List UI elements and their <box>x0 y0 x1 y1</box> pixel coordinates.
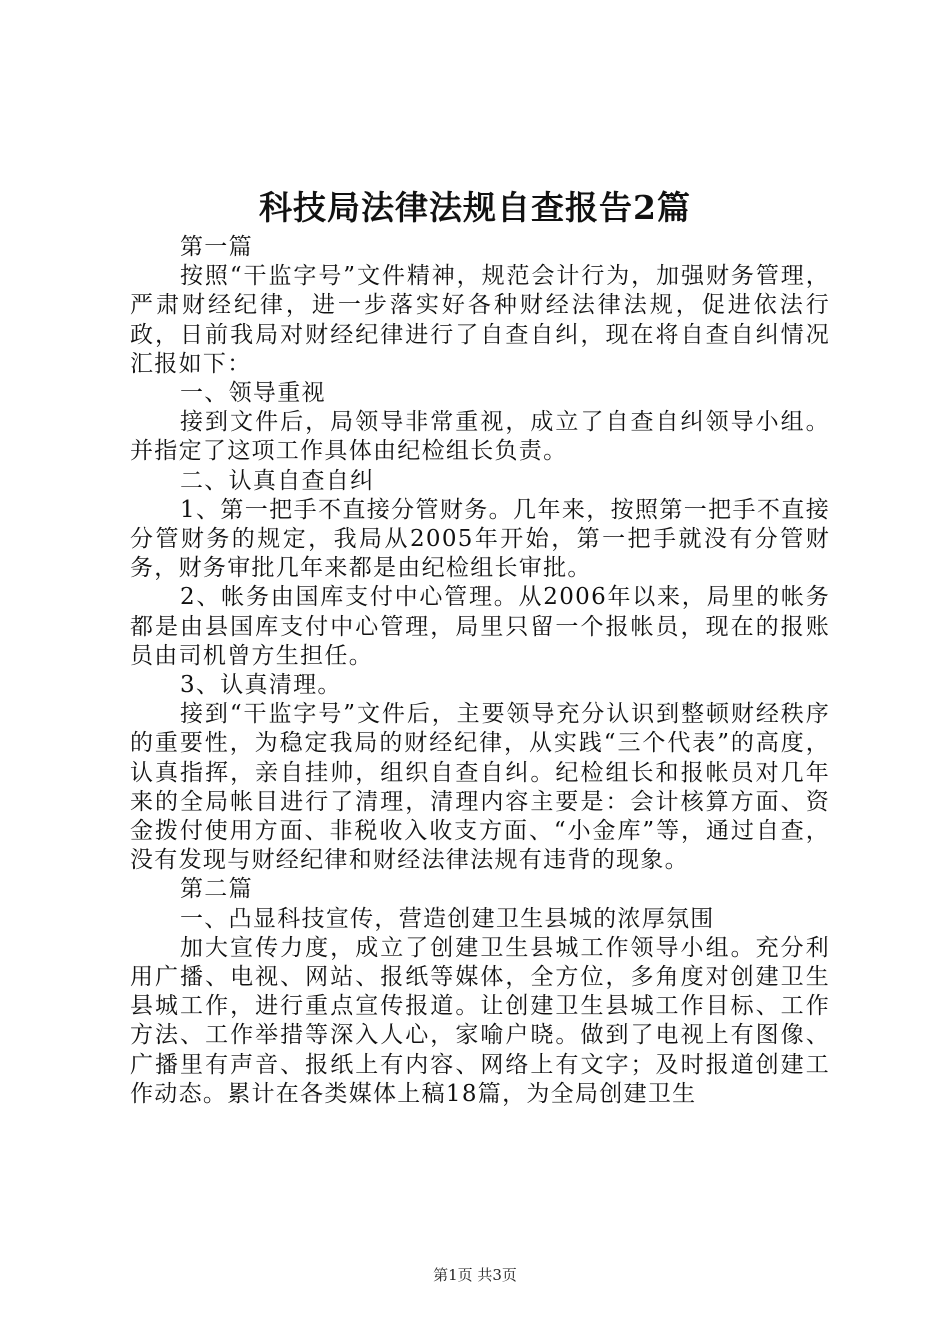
document-title: 科技局法律法规自查报告2篇 <box>259 188 691 227</box>
document-body <box>130 233 830 1109</box>
paragraph: 接到“干监字号”文件后，主要领导充分认识到整顿财经秩序的重要性，为稳定我局的财经纪律，从实践“三个代表”的高度，认真指挥，亲自挂帅，组织自查自纠。纪检组长和报帐员对几年来的全局帐目进行了清理，清理内容主要是：会计核算方面、资金拨付使用方面、非税收入收支方面、“小金库”等，通过自查，没有发现与财经纪律和财经法律法规有违背的现象。 <box>130 701 830 874</box>
section-heading: 3、认真清理。 <box>180 672 342 699</box>
section-heading: 二、认真自查自纠 <box>180 467 375 494</box>
section-heading: 第二篇 <box>180 876 253 903</box>
section-heading: 一、凸显科技宣传，营造创建卫生县城的浓厚氛围 <box>180 905 715 932</box>
section-heading: 一、领导重视 <box>180 380 326 407</box>
paragraph: 2、帐务由国库支付中心管理。从2006年以来，局里的帐务都是由县国库支付中心管理，局里只留一个报帐员，现在的报账员由司机曾方生担任。 <box>130 584 830 669</box>
paragraph: 按照“干监字号”文件精神，规范会计行为，加强财务管理，严肃财经纪律，进一步落实好各种财经法律法规，促进依法行政，日前我局对财经纪律进行了自查自纠，现在将自查自纠情况汇报如下： <box>130 263 830 377</box>
page-footer: 第1页 共3页 <box>433 1266 517 1284</box>
paragraph: 加大宣传力度，成立了创建卫生县城工作领导小组。充分利用广播、电视、网站、报纸等媒体，全方位，多角度对创建卫生县城工作，进行重点宣传报道。让创建卫生县城工作目标、工作方法、工作举措等深入人心，家喻户晓。做到了电视上有图像、广播里有声音、报纸上有内容、网络上有文字；及时报道创建工作动态。累计在各类媒体上稿18篇，为全局创建卫生 <box>130 934 830 1107</box>
paragraph: 接到文件后，局领导非常重视，成立了自查自纠领导小组。并指定了这项工作具体由纪检组长负责。 <box>130 409 830 465</box>
section-heading: 第一篇 <box>180 234 253 260</box>
paragraph: 1、第一把手不直接分管财务。几年来，按照第一把手不直接分管财务的规定，我局从2005年开始，第一把手就没有分管财务，财务审批几年来都是由纪检组长审批。 <box>130 496 830 582</box>
